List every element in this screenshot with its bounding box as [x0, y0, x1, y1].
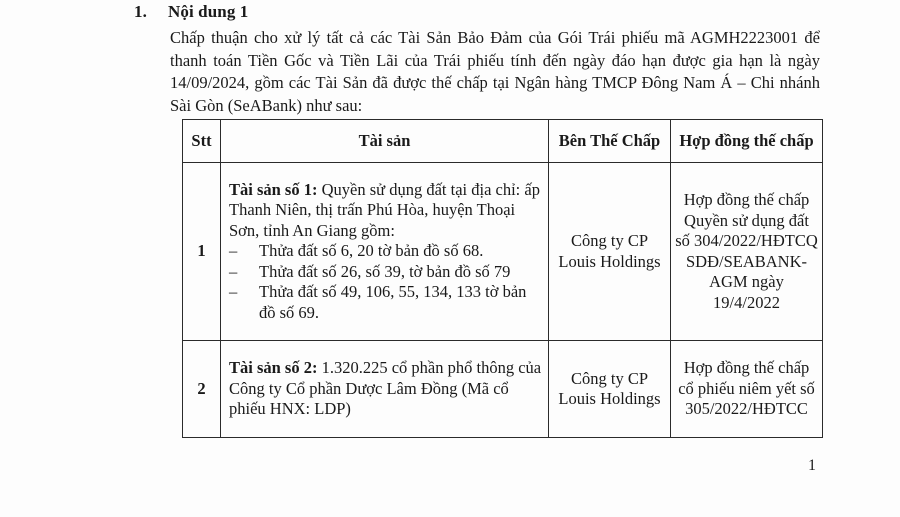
row-stt: 1	[183, 163, 221, 341]
intro-paragraph: Chấp thuận cho xử lý tất cả các Tài Sản Bảo Đảm của Gói Trái phiếu mã AGMH2223001 để thanh toán Tiền Gốc và Tiền Lãi của Trái phiếu tính đến ngày đáo hạn được gia hạn là ngày 14/09/2024, gồm các Tài Sản đã được thế chấp tại Ngân hàng TMCP Đông Nam Á – Chi nhánh Sài Gòn (SeABank) như sau:	[170, 28, 820, 115]
section-number: 1.	[134, 2, 147, 21]
asset-title: Tài sản số 2:	[229, 358, 318, 378]
table-header-row	[183, 120, 823, 163]
collateral-asset-table	[182, 119, 823, 438]
row-mortgage-contract: Hợp đồng thế chấp cổ phiếu niêm yết số 305/2022/HĐTCC	[671, 341, 823, 438]
table-row	[183, 163, 823, 341]
asset-title: Tài sản số 1:	[229, 179, 318, 199]
row-mortgagor: Công ty CP Louis Holdings	[549, 341, 671, 438]
header-asset: Tài sản	[221, 120, 549, 163]
row-mortgage-contract: Hợp đồng thế chấp Quyền sử dụng đất số 304/2022/HĐTCQ SDĐ/SEABANK-AGM ngày 19/4/2022	[671, 163, 823, 341]
dash-bullet-icon: –	[229, 241, 238, 261]
parcel-text: Thửa đất số 49, 106, 55, 134, 133 tờ bản đồ số 69.	[259, 282, 527, 322]
section-heading	[134, 2, 248, 22]
asset-desc: Quyền sử dụng đất tại địa chỉ: ấp Thanh Niên, thị trấn Phú Hòa, huyện Thoại Sơn, tỉnh An Giang gồm:	[229, 179, 540, 240]
dash-bullet-icon: –	[229, 282, 238, 302]
parcel-item	[229, 282, 542, 323]
row-mortgagor: Công ty CP Louis Holdings	[549, 163, 671, 341]
row-stt: 2	[183, 341, 221, 438]
asset-desc: 1.320.225 cổ phần phổ thông của Công ty Cổ phần Dược Lâm Đồng (Mã cổ phiếu HNX: LDP)	[229, 358, 542, 419]
dash-bullet-icon: –	[229, 261, 238, 281]
page-number: 1	[808, 457, 816, 474]
header-mortgagor: Bên Thế Chấp	[549, 120, 671, 163]
asset-description	[229, 358, 542, 420]
parcel-item	[229, 262, 542, 283]
parcel-list	[229, 241, 542, 323]
parcel-item	[229, 241, 542, 262]
parcel-text: Thửa đất số 6, 20 tờ bản đồ số 68.	[259, 241, 484, 261]
parcel-text: Thửa đất số 26, số 39, tờ bản đồ số 79	[259, 261, 511, 281]
header-stt: Stt	[183, 120, 221, 163]
section-title: Nội dung 1	[168, 2, 249, 21]
row-asset	[221, 163, 549, 341]
asset-description	[229, 180, 542, 242]
row-asset	[221, 341, 549, 438]
header-mortgage-contract: Hợp đồng thế chấp	[671, 120, 823, 163]
table-row	[183, 341, 823, 438]
